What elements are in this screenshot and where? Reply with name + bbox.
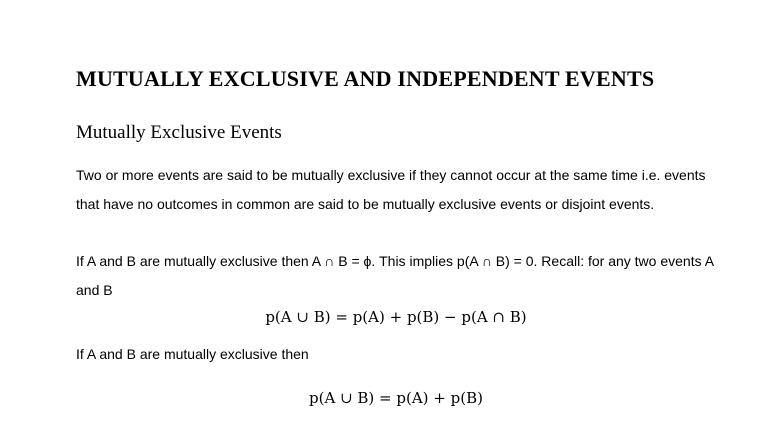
page-title: MUTUALLY EXCLUSIVE AND INDEPENDENT EVENTS (76, 66, 655, 91)
exclusive-addition-equation: p(A ∪ B) = p(A) + p(B) (309, 389, 483, 407)
addition-rule-equation: p(A ∪ B) = p(A) + p(B) − p(A ∩ B) (265, 308, 527, 326)
section-heading: Mutually Exclusive Events (76, 122, 282, 143)
implication-paragraph: If A and B are mutually exclusive then A ∩ B = ϕ. This implies p(A ∩ B) = 0. Recall: for any two events A and B (76, 253, 714, 298)
exclusive-condition-paragraph: If A and B are mutually exclusive then (76, 346, 309, 362)
definition-paragraph: Two or more events are said to be mutually exclusive if they cannot occur at the same time i.e. events that have no outcomes in common are said to be mutually exclusive events or disjoint events. (76, 167, 706, 212)
